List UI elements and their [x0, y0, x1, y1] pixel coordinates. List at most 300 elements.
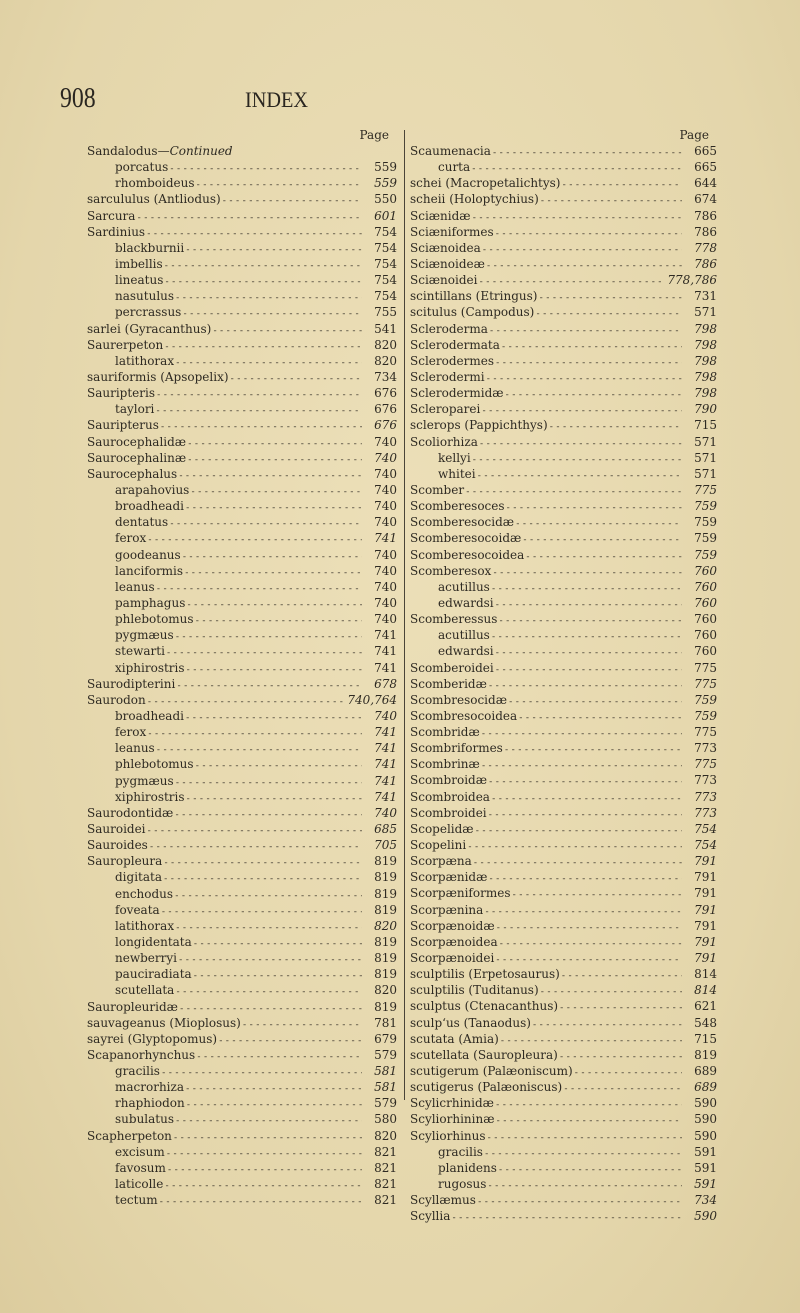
dot-leader: [149, 839, 362, 855]
entry-page-number: 791: [694, 870, 717, 885]
index-subentry: [87, 1160, 397, 1176]
entry-page-number: 775: [694, 660, 717, 675]
dot-leader: [506, 500, 682, 516]
index-entry: [410, 143, 717, 159]
entry-name: lanciformis: [115, 563, 184, 578]
dot-leader: [561, 968, 682, 984]
dot-leader: [484, 904, 682, 920]
dot-leader: [472, 452, 682, 468]
index-entry: [87, 999, 397, 1015]
entry-page-number: 798: [694, 386, 717, 401]
entry-page-number: 741: [374, 644, 397, 659]
index-entry: [410, 1208, 717, 1224]
index-entry: [87, 337, 397, 353]
entry-name: Scylicrhinidæ: [410, 1096, 494, 1111]
index-subentry: [87, 514, 397, 530]
dot-leader: [574, 1065, 682, 1081]
entry-name: sauvageanus (Mioplosus): [87, 1015, 241, 1030]
dot-leader: [166, 1146, 362, 1162]
entry-name: Scombroidæ: [410, 773, 487, 788]
dot-leader: [161, 1065, 362, 1081]
entry-page-number: 760: [694, 612, 717, 627]
entry-name: kellyi: [438, 450, 471, 465]
entry-page-number: 773: [694, 805, 717, 820]
entry-page-number: 814: [694, 967, 717, 982]
dot-leader: [187, 436, 362, 452]
dot-leader: [477, 468, 682, 484]
index-entry: [410, 208, 717, 224]
index-subentry: [410, 643, 717, 659]
entry-page-number: 791: [694, 934, 717, 949]
index-entry: [410, 530, 717, 546]
entry-name: stewarti: [115, 644, 165, 659]
entry-page-number: 591: [694, 1160, 717, 1175]
dot-leader: [161, 904, 362, 920]
index-entry: [410, 304, 717, 320]
dot-leader: [175, 920, 362, 936]
entry-name: Scaumenacia: [410, 144, 491, 158]
dot-leader: [495, 597, 682, 613]
dot-leader: [484, 1146, 682, 1162]
index-entry: [410, 337, 717, 353]
dot-leader: [182, 549, 362, 565]
entry-page-number: 754: [374, 240, 397, 255]
entry-page-number: 571: [694, 305, 717, 320]
dot-leader: [489, 323, 682, 339]
dot-leader: [164, 274, 362, 290]
entry-page-number: 759: [694, 515, 717, 530]
entry-page-number: 759: [694, 499, 717, 514]
index-entry: [87, 466, 397, 482]
entry-page-number: 740: [374, 595, 397, 610]
index-subentry: [87, 611, 397, 627]
entry-page-number: 740: [374, 708, 397, 723]
index-subentry: [410, 627, 717, 643]
entry-name: taylori: [115, 402, 155, 417]
dot-leader: [169, 516, 362, 532]
entry-page-number: 775: [694, 725, 717, 740]
entry-name: Scomberesocidæ: [410, 515, 515, 530]
entry-page-number: 798: [694, 337, 717, 352]
index-subentry: [87, 902, 397, 918]
entry-page-number: 754: [374, 289, 397, 304]
entry-name: Scleroparei: [410, 402, 481, 417]
dot-leader: [488, 678, 682, 694]
dot-leader: [156, 387, 362, 403]
entry-page-number: 741: [374, 725, 397, 740]
entry-name: sculptilis (Tuditanus): [410, 983, 539, 998]
dot-leader: [562, 177, 683, 193]
dot-leader: [184, 565, 362, 581]
index-entry: [87, 837, 397, 853]
entry-page-number: 734: [694, 1193, 717, 1208]
index-entry: [410, 191, 717, 207]
index-subentry: [410, 159, 717, 175]
entry-name: sauriformis (Apsopelix): [87, 370, 229, 385]
dot-leader: [185, 1081, 362, 1097]
entry-page-number: 731: [694, 289, 717, 304]
entry-name: broadheadi: [115, 708, 184, 723]
dot-leader: [175, 290, 362, 306]
entry-name: scitulus (Campodus): [410, 305, 535, 320]
entry-page-number: 601: [374, 208, 397, 223]
entry-page-number: 741: [374, 773, 397, 788]
entry-name: imbellis: [115, 257, 163, 272]
entry-name: longidentata: [115, 934, 192, 949]
dot-leader: [559, 1000, 682, 1016]
entry-page-number: 741: [374, 789, 397, 804]
entry-name: Sauropleuridæ: [87, 999, 178, 1014]
entry-page-number: 734: [374, 370, 397, 385]
entry-name: Sciænoidea: [410, 240, 481, 255]
page-column-header: Page: [679, 128, 709, 142]
entry-name: Scombridæ: [410, 725, 480, 740]
running-head-title: INDEX: [245, 87, 308, 112]
entry-page-number: 579: [374, 1047, 397, 1062]
entry-name: excisum: [115, 1144, 165, 1159]
entry-name: Scorpænoidei: [410, 951, 495, 966]
entry-name: Scleroderma: [410, 321, 488, 336]
index-subentry: [87, 304, 397, 320]
entry-page-number: 775: [694, 482, 717, 497]
index-entry: [410, 821, 717, 837]
dot-leader: [167, 1162, 362, 1178]
entry-name: Scombroidea: [410, 789, 490, 804]
entry-name: Scapherpeton: [87, 1128, 172, 1143]
index-entry: [410, 240, 717, 256]
index-entry: [410, 353, 717, 369]
entry-name: rhaphiodon: [115, 1096, 185, 1111]
index-subentry: [87, 660, 397, 676]
dot-leader: [176, 678, 362, 694]
entry-page-number: 820: [374, 1128, 397, 1143]
dot-leader: [515, 516, 682, 532]
entry-name: gracilis: [438, 1144, 483, 1159]
entry-name: Sclerodermes: [410, 353, 494, 368]
entry-page-number: 581: [374, 1064, 397, 1079]
entry-name: sclerops (Pappichthys): [410, 418, 548, 433]
index-entry: [410, 740, 717, 756]
dot-leader: [160, 419, 362, 435]
entry-page-number: 819: [694, 1047, 717, 1062]
dot-leader: [499, 936, 682, 952]
index-entry: [87, 1128, 397, 1144]
entry-page-number: 760: [694, 579, 717, 594]
index-subentry: [87, 1176, 397, 1192]
dot-leader: [190, 484, 362, 500]
entry-page-number: 590: [694, 1096, 717, 1111]
index-subentry: [87, 756, 397, 772]
index-entry: [87, 853, 397, 869]
entry-page-number: 581: [374, 1080, 397, 1095]
dot-leader: [491, 629, 682, 645]
continued-genus: Sandalodus: [87, 144, 158, 158]
index-subentry: [87, 563, 397, 579]
dot-leader: [563, 1081, 682, 1097]
index-subentry: [87, 789, 397, 805]
entry-page-number: 715: [694, 418, 717, 433]
entry-page-number: 760: [694, 644, 717, 659]
entry-name: Scomberesocoidea: [410, 547, 525, 562]
entry-name: rugosus: [438, 1177, 487, 1191]
index-entry: [410, 708, 717, 724]
index-subentry: [87, 240, 397, 256]
entry-name: xiphirostris: [115, 660, 185, 675]
index-subentry: [87, 1144, 397, 1160]
dot-leader: [147, 823, 362, 839]
entry-page-number: 665: [694, 160, 717, 175]
entry-name: Saurocephalus: [87, 466, 178, 481]
entry-name: Scapanorhynchus: [87, 1047, 196, 1062]
dot-leader: [175, 984, 362, 1000]
dot-leader: [508, 694, 682, 710]
entry-name: Scombroidei: [410, 805, 487, 820]
entry-page-number: 781: [374, 1015, 397, 1030]
index-subentry: [87, 482, 397, 498]
entry-page-number: 590: [694, 1112, 717, 1127]
index-entry: [410, 175, 717, 191]
entry-name: Sclerodermi: [410, 369, 485, 384]
entry-page-number: 741: [374, 628, 397, 643]
index-subentry: [87, 1111, 397, 1127]
index-entry: [410, 321, 717, 337]
entry-page-number: 715: [694, 1031, 717, 1046]
entry-page-number: 791: [694, 902, 717, 917]
entry-name: Saurocephalidæ: [87, 434, 187, 449]
dot-leader: [163, 871, 362, 887]
entry-page-number: 689: [694, 1080, 717, 1095]
index-entry: [87, 385, 397, 401]
index-subentry: [87, 272, 397, 288]
dot-leader: [187, 452, 362, 468]
entry-page-number: 740,764: [347, 692, 397, 707]
entry-page-number: 773: [694, 773, 717, 788]
dot-leader: [532, 1017, 682, 1033]
entry-page-number: 798: [694, 353, 717, 368]
index-entry: [410, 272, 717, 288]
entry-page-number: 775: [694, 757, 717, 772]
entry-name: Sciæniformes: [410, 224, 494, 239]
index-entry: [410, 1095, 717, 1111]
dot-leader: [498, 613, 682, 629]
entry-page-number: 775: [694, 676, 717, 691]
dot-leader: [185, 242, 362, 258]
dot-leader: [518, 710, 682, 726]
index-entry: [410, 789, 717, 805]
entry-name: Saurocephalinæ: [87, 450, 187, 465]
entry-page-number: 819: [374, 951, 397, 966]
entry-page-number: 819: [374, 999, 397, 1014]
entry-name: sculptilis (Erpetosaurus): [410, 967, 560, 982]
entry-name: ferox: [115, 725, 147, 740]
index-entry: [410, 482, 717, 498]
entry-name: Scoliorhiza: [410, 434, 478, 449]
entry-page-number: 590: [694, 1209, 717, 1224]
entry-name: lineatus: [115, 273, 164, 288]
dot-leader: [492, 565, 682, 581]
index-entry: [410, 1063, 717, 1079]
dot-leader: [195, 613, 362, 629]
dot-leader: [501, 339, 682, 355]
dot-leader: [522, 532, 682, 548]
entry-name: enchodus: [115, 886, 174, 901]
entry-name: acutillus: [438, 628, 490, 643]
index-entry: [410, 1192, 717, 1208]
entry-page-number: 754: [374, 224, 397, 239]
index-entry: [87, 1015, 397, 1031]
dot-leader: [488, 807, 682, 823]
entry-name: Scyllæmus: [410, 1193, 476, 1208]
entry-name: leanus: [115, 741, 155, 756]
entry-page-number: 819: [374, 870, 397, 885]
dot-leader: [495, 645, 682, 661]
index-subentry: [87, 1192, 397, 1208]
entry-page-number: 755: [374, 305, 397, 320]
entry-name: scutata (Amia): [410, 1031, 499, 1046]
index-entry: [410, 1031, 717, 1047]
index-entry: [87, 417, 397, 433]
dot-leader: [540, 193, 682, 209]
index-entry: [410, 837, 717, 853]
dot-leader: [196, 1049, 362, 1065]
entry-page-number: 754: [694, 821, 717, 836]
entry-name: favosum: [115, 1160, 166, 1175]
entry-name: Saurodipterini: [87, 676, 176, 691]
entry-name: sarlei (Gyracanthus): [87, 321, 212, 336]
entry-page-number: 773: [694, 741, 717, 756]
entry-name: Scorpæna: [410, 854, 472, 869]
entry-name: Scomberesocoidæ: [410, 531, 522, 546]
entry-page-number: 741: [374, 531, 397, 546]
dot-leader: [193, 968, 362, 984]
entry-page-number: 791: [694, 918, 717, 933]
dot-leader: [163, 855, 362, 871]
index-entry: [410, 1015, 717, 1031]
dot-leader: [136, 210, 362, 226]
entry-name: pygmæus: [115, 773, 174, 788]
index-column-left: [87, 127, 397, 1208]
entry-name: foveata: [115, 902, 160, 917]
dot-leader: [496, 920, 682, 936]
index-subentry: [87, 530, 397, 546]
dot-leader: [504, 742, 682, 758]
index-entry: [87, 434, 397, 450]
entry-name: scutigerum (Palæoniscum): [410, 1064, 573, 1079]
index-subentry: [87, 934, 397, 950]
entry-page-number: 760: [694, 628, 717, 643]
entry-name: scintillans (Etringus): [410, 289, 538, 304]
entry-page-number: 798: [694, 321, 717, 336]
entry-name: Saurerpeton: [87, 337, 164, 352]
dot-leader: [486, 371, 682, 387]
dot-leader: [169, 161, 362, 177]
dot-leader: [195, 758, 362, 774]
dot-leader: [218, 1033, 362, 1049]
entry-page-number: 814: [694, 983, 717, 998]
index-subentry: [87, 740, 397, 756]
entry-name: Scomberesoces: [410, 499, 505, 514]
dot-leader: [505, 387, 682, 403]
entry-page-number: 571: [694, 450, 717, 465]
index-entry: [410, 918, 717, 934]
index-subentry: [87, 1063, 397, 1079]
entry-name: tectum: [115, 1193, 158, 1208]
entry-name: pauciradiata: [115, 967, 192, 982]
continued-label: —Continued: [157, 144, 233, 158]
index-entry: [410, 434, 717, 450]
entry-name: edwardsi: [438, 595, 494, 610]
entry-name: subulatus: [115, 1112, 174, 1127]
dot-leader: [511, 887, 682, 903]
dot-leader: [498, 1162, 682, 1178]
dot-leader: [496, 1113, 683, 1129]
dot-leader: [175, 1113, 362, 1129]
index-entry: [410, 756, 717, 772]
entry-name: scutellata: [115, 983, 175, 998]
entry-page-number: 819: [374, 886, 397, 901]
dot-leader: [175, 775, 362, 791]
entry-page-number: 798: [694, 369, 717, 384]
index-entry: [87, 191, 397, 207]
index-entry: [410, 950, 717, 966]
entry-name: rhomboideus: [115, 176, 195, 191]
index-entry: [410, 934, 717, 950]
index-entry: [410, 1079, 717, 1095]
entry-page-number: 559: [374, 176, 397, 191]
entry-name: scheii (Holoptychius): [410, 192, 539, 207]
dot-leader: [185, 710, 362, 726]
dot-leader: [156, 581, 362, 597]
index-entry: [87, 1047, 397, 1063]
index-entry: [410, 724, 717, 740]
index-subentry: [87, 886, 397, 902]
index-subentry: [87, 1079, 397, 1095]
entry-page-number: 689: [694, 1064, 717, 1079]
index-entry: [410, 805, 717, 821]
entry-page-number: 676: [374, 386, 397, 401]
entry-page-number: 819: [374, 967, 397, 982]
dot-leader: [242, 1017, 362, 1033]
index-subentry: [87, 401, 397, 417]
entry-page-number: 820: [374, 918, 397, 933]
entry-page-number: 821: [374, 1144, 397, 1159]
entry-name: Sclerodermata: [410, 337, 500, 352]
entry-page-number: 821: [374, 1193, 397, 1208]
entry-page-number: 580: [374, 1112, 397, 1127]
dot-leader: [491, 581, 682, 597]
entry-page-number: 759: [694, 708, 717, 723]
entry-name: latithorax: [115, 353, 175, 368]
dot-leader: [481, 758, 682, 774]
entry-page-number: 759: [694, 531, 717, 546]
index-entry: [410, 224, 717, 240]
entry-page-number: 740: [374, 563, 397, 578]
dot-leader: [549, 419, 682, 435]
dot-leader: [164, 1178, 362, 1194]
index-subentry: [87, 595, 397, 611]
entry-page-number: 740: [374, 466, 397, 481]
entry-page-number: 754: [694, 838, 717, 853]
entry-page-number: 791: [694, 886, 717, 901]
entry-page-number: 819: [374, 934, 397, 949]
entry-page-number: 644: [694, 176, 717, 191]
dot-leader: [467, 839, 682, 855]
dot-leader: [535, 306, 682, 322]
entry-name: Sciænidæ: [410, 208, 471, 223]
entry-name: Scyliorhinus: [410, 1128, 486, 1143]
entry-page-number: 741: [374, 757, 397, 772]
dot-leader: [155, 403, 362, 419]
